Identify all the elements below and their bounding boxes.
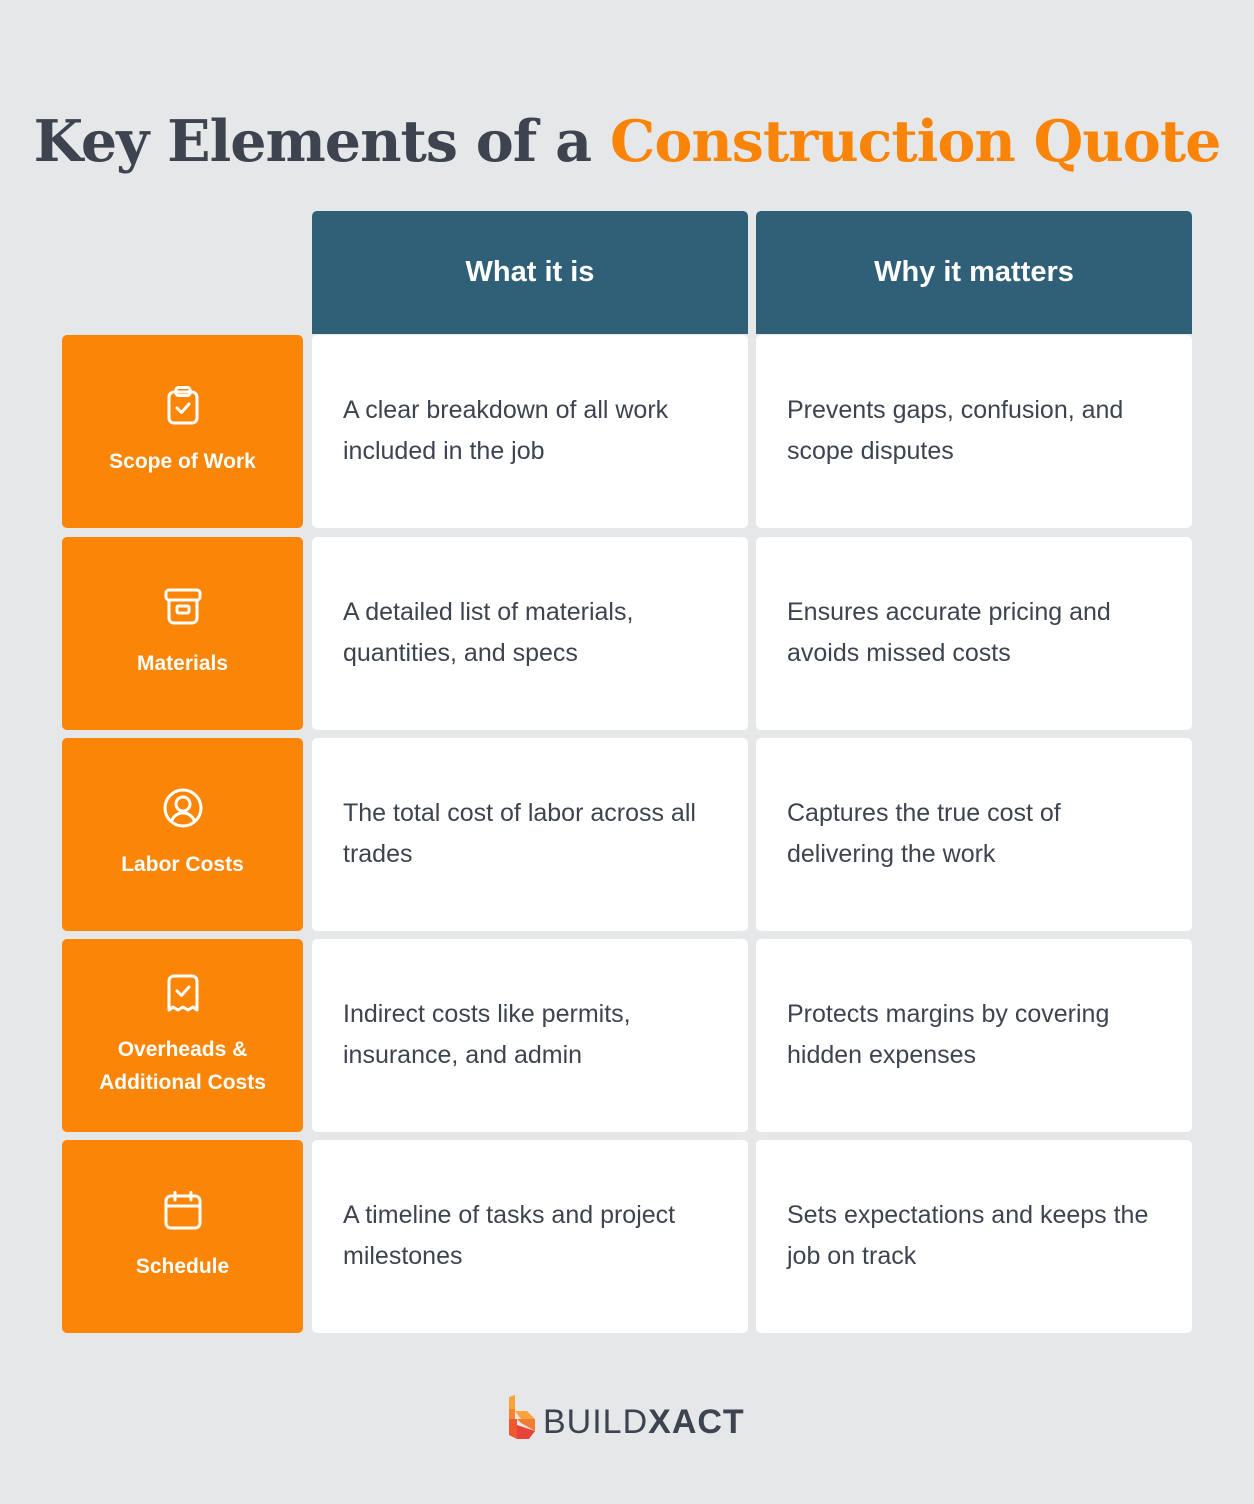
cell-what-schedule: A timeline of tasks and project milestones bbox=[312, 1140, 748, 1333]
receipt-check-icon bbox=[163, 973, 203, 1013]
row-label-scope-of-work bbox=[62, 335, 303, 528]
row-label-materials bbox=[62, 537, 303, 730]
page-title bbox=[0, 108, 1254, 175]
cell-what-materials: A detailed list of materials, quantities, and specs bbox=[312, 537, 748, 730]
row-label-text: Scope of Work bbox=[109, 450, 256, 473]
title-accent: Construction Quote bbox=[609, 108, 1221, 176]
row-label-text: Labor Costs bbox=[121, 853, 244, 876]
cell-what-overheads: Indirect costs like permits, insurance, and admin bbox=[312, 939, 748, 1132]
cell-what-labor-costs: The total cost of labor across all trades bbox=[312, 738, 748, 931]
cell-why-scope-of-work: Prevents gaps, confusion, and scope disputes bbox=[756, 335, 1192, 528]
column-header-what: What it is bbox=[312, 211, 748, 334]
row-label-labor-costs bbox=[62, 738, 303, 931]
clipboard-check-icon bbox=[163, 385, 203, 425]
row-label-text: Overheads & Additional Costs bbox=[99, 1037, 266, 1094]
logo-text-build: BUILD bbox=[543, 1402, 649, 1441]
cell-why-overheads: Protects margins by covering hidden expenses bbox=[756, 939, 1192, 1132]
title-prefix: Key Elements of a bbox=[33, 108, 592, 176]
cell-why-labor-costs: Captures the true cost of delivering the work bbox=[756, 738, 1192, 931]
calendar-icon bbox=[163, 1190, 203, 1230]
row-label-overheads bbox=[62, 939, 303, 1132]
cell-why-materials: Ensures accurate pricing and avoids missed costs bbox=[756, 537, 1192, 730]
cell-why-schedule: Sets expectations and keeps the job on track bbox=[756, 1140, 1192, 1333]
cell-what-scope-of-work: A clear breakdown of all work included in the job bbox=[312, 335, 748, 528]
column-header-why: Why it matters bbox=[756, 211, 1192, 334]
logo-text-xact: XACT bbox=[648, 1402, 745, 1441]
row-label-text: Materials bbox=[136, 652, 229, 675]
buildxact-logo bbox=[507, 1394, 745, 1444]
archive-box-icon bbox=[163, 587, 203, 627]
user-circle-icon bbox=[163, 788, 203, 828]
logo-wordmark bbox=[543, 1403, 745, 1442]
row-label-text: Schedule bbox=[135, 1255, 230, 1278]
buildxact-b-icon bbox=[507, 1395, 539, 1443]
row-label-schedule bbox=[62, 1140, 303, 1333]
